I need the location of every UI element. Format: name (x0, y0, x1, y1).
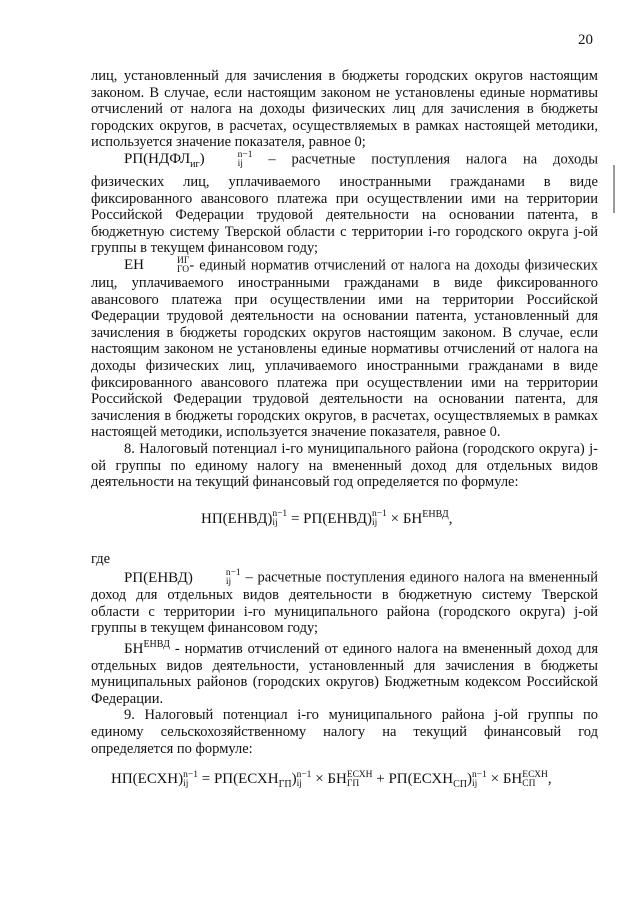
symbol-en-ig-go: ЕН ИГ ГО (124, 255, 190, 275)
symbol-rp-envd: РП(ЕНВД) n−1 ij (124, 568, 241, 588)
definition-rp-ndfl: $РП(НДФЛ_{иг})$ n−1 ij – расчетные поступления налога на доходы физических лиц, уплачиваемого иностранными гражданами в виде фиксированного авансового платежа при осуществлении ими на территории Российской Федерации трудовой деятельности на основании патента, в бюджетную систему Тверской области с территории i-го городского округа j-ой группы в текущем финансовом году; (91, 149, 598, 257)
definition-rp-envd: РП(ЕНВД) n−1 ij – расчетные поступления единого налога на вмененный доход для отдельных видов деятельности в бюджетную систему Тверской области с территории i-го муниципального района (городского округа) j-ой группы в текущем финансовом году; (91, 568, 598, 637)
formula-np-eskhn: НП(ЕСХН) n−1 ij = $РП(ЕСХН_{ГП})$ n−1 ij × БН ЕСХН ГП + $РП(ЕСХН_{СП})$ n−1 ij × БН ЕСХН СП , (111, 769, 552, 791)
formula-np-envd: НП(ЕНВД) n−1 ij = РП(ЕНВД) n−1 ij × $БН^{ЕНВД}$, (201, 508, 453, 529)
document-body (91, 68, 598, 795)
symbol-bn-envd: $БН^{ЕНВД}$ (124, 639, 170, 658)
paragraph-continuation: лиц, установленный для зачисления в бюджеты городских округов настоящим законом. В случае, если настоящим законом не установлены единые нормативы отчислений от налога на доходы физических лиц для зачисления в бюджеты городских округов, в расчетах, осуществляемых в рамках настоящей методики, используется значение показателя, равное 0; (91, 68, 598, 151)
definition-bn-envd: $БН^{ЕНВД}$ - норматив отчислений от единого налога на вмененный доход для отдельных видов деятельности, установленный для зачисления в бюджеты муниципальных районов (городских округов) Бюджетным кодексом Российской Федерации. (91, 639, 598, 707)
definition-en-ig-go: ЕН ИГ ГО - единый норматив отчислений от налога на доходы физических лиц, уплачиваемого иностранными гражданами в виде фиксированного авансового платежа при осуществлении ими на территории Российской Федерации трудовой деятельности на основании патента, установленный для зачисления в бюджеты городских округов настоящим законом. В случае, если настоящим законом не установлены единые нормативы отчислений от налога на доходы физических лиц, уплачиваемого иностранными гражданами в виде фиксированного авансового платежа при осуществлении ими на территории Российской Федерации трудовой деятельности на основании патента, для зачисления в бюджеты городских округов, в расчетах, осуществляемых в рамках настоящей методики, используется значение показателя, равное 0. (91, 255, 598, 441)
section-8-intro: 8. Налоговый потенциал i-го муниципального района (городского округа) j-ой группы по единому налогу на вмененный доход для отдельных видов деятельности на текущий финансовый год определяется по формуле: (91, 440, 598, 491)
page-number: 20 (578, 32, 593, 48)
margin-mark (613, 165, 615, 213)
section-9-intro: 9. Налоговый потенциал i-го муниципального района j-ой группы по единому сельскохозяйственному налогу на текущий финансовый год определяется по формуле: (91, 707, 598, 757)
where-label: где (91, 550, 111, 567)
symbol-rp-ndfl: $РП(НДФЛ_{иг})$ n−1 ij (124, 149, 253, 171)
